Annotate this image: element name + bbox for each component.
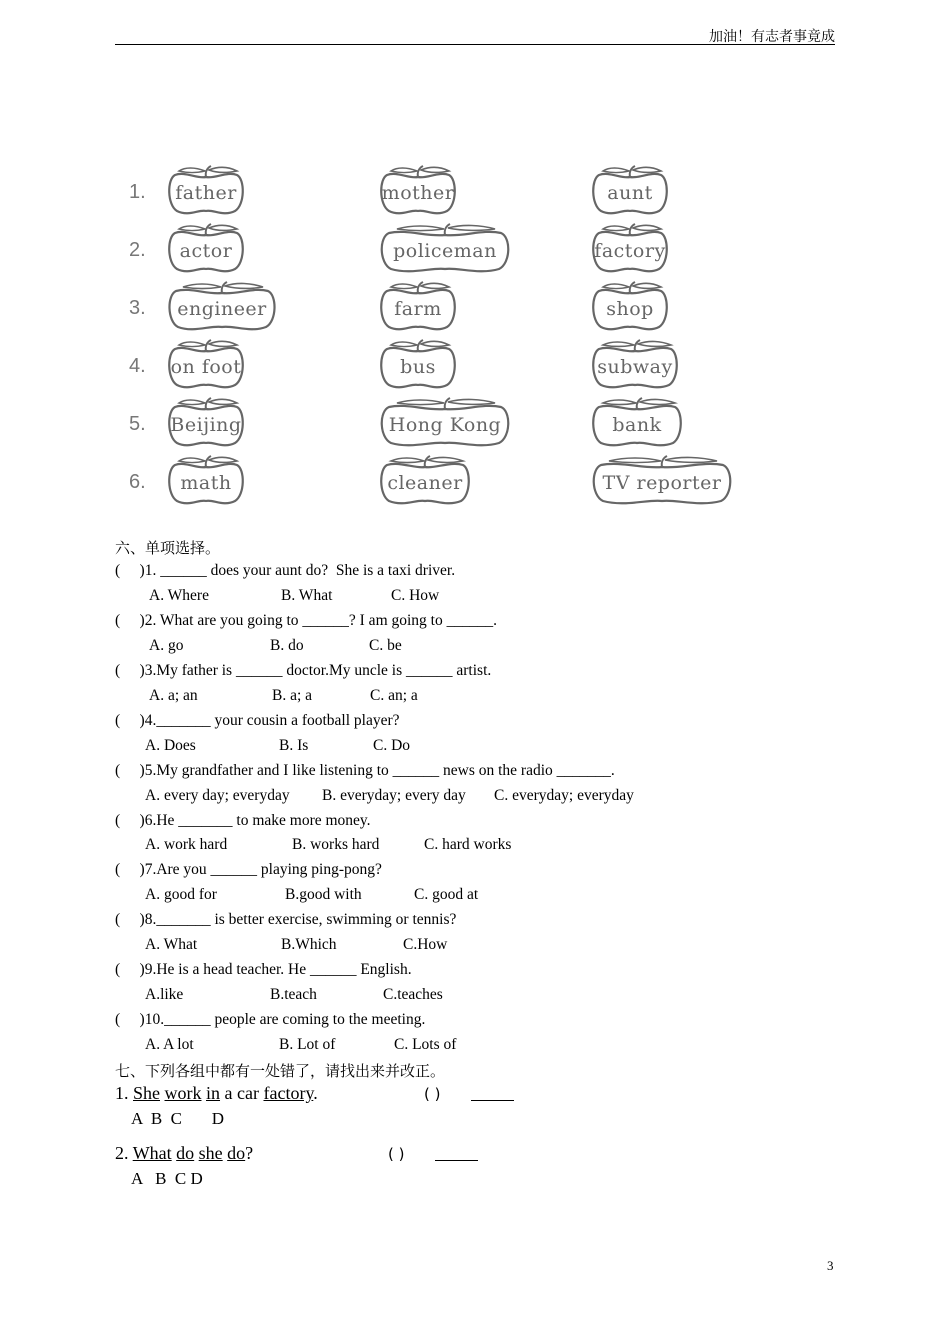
option-a: A. every day; everyday bbox=[145, 787, 290, 804]
apple-word-text: Hong Kong bbox=[388, 414, 502, 436]
option-c: C. Do bbox=[373, 737, 411, 754]
option-b: B. Is bbox=[279, 737, 309, 754]
underlined-word-a: She bbox=[133, 1083, 160, 1103]
option-a: A. Where bbox=[149, 587, 209, 604]
question-stem: ( )3.My father is ______ doctor.My uncle is ______ artist. bbox=[115, 662, 492, 679]
apple-word bbox=[165, 281, 279, 335]
row-number: 1. bbox=[129, 181, 146, 203]
apple-row bbox=[115, 281, 755, 335]
sentence-end: . bbox=[313, 1083, 318, 1103]
apple-word bbox=[589, 165, 671, 219]
apple-word bbox=[165, 223, 247, 277]
apple-word-text: bus bbox=[400, 356, 436, 378]
option-b: B. Lot of bbox=[279, 1036, 336, 1053]
apple-word bbox=[377, 281, 459, 335]
apple-word-text: subway bbox=[597, 356, 673, 378]
answer-paren: ( ) bbox=[424, 1085, 441, 1103]
row-number: 6. bbox=[129, 471, 146, 493]
apple-word-text: shop bbox=[606, 298, 654, 320]
underlined-word-c: in bbox=[206, 1083, 221, 1103]
apple-word bbox=[377, 339, 459, 393]
option-c: C. be bbox=[369, 637, 402, 654]
choice-letters: A B C D bbox=[131, 1169, 203, 1188]
header-motto: 加油！有志者事竟成 bbox=[709, 29, 835, 45]
option-b: B.teach bbox=[270, 986, 317, 1003]
option-c: C.teaches bbox=[383, 986, 443, 1003]
apple-word-text: Beijing bbox=[170, 414, 242, 436]
option-a: A. Does bbox=[145, 737, 196, 754]
apple-word-text: mother bbox=[381, 182, 455, 204]
apple-word bbox=[589, 397, 685, 451]
apple-row bbox=[115, 397, 755, 451]
answer-paren: ( ) bbox=[388, 1145, 405, 1163]
underlined-word-d: factory bbox=[263, 1083, 314, 1103]
question-stem: ( )7.Are you ______ playing ping-pong? bbox=[115, 861, 382, 878]
apple-word-text: factory bbox=[594, 240, 666, 262]
option-b: B.Which bbox=[281, 936, 337, 953]
row-number: 2. bbox=[129, 239, 146, 261]
error-sentence bbox=[115, 1143, 253, 1164]
error-sentence bbox=[115, 1083, 318, 1104]
apple-word-text: cleaner bbox=[387, 472, 463, 494]
apple-word bbox=[165, 165, 247, 219]
row-number: 5. bbox=[129, 413, 146, 435]
apple-word bbox=[165, 397, 247, 451]
apple-row bbox=[115, 455, 755, 509]
apple-word-text: bank bbox=[612, 414, 662, 436]
apple-word-grid bbox=[115, 160, 755, 510]
apple-word-text: on foot bbox=[170, 356, 242, 378]
option-a: A. What bbox=[145, 936, 198, 953]
apple-word bbox=[165, 455, 247, 509]
option-c: C. hard works bbox=[424, 836, 512, 853]
question-stem: ( )4._______ your cousin a football player? bbox=[115, 712, 400, 729]
apple-word-text: actor bbox=[179, 240, 233, 262]
row-number: 3. bbox=[129, 297, 146, 319]
question-stem: ( )6.He _______ to make more money. bbox=[115, 812, 371, 829]
underlined-word-b: do bbox=[176, 1143, 195, 1163]
option-c: C. How bbox=[391, 587, 440, 604]
apple-word-text: TV reporter bbox=[602, 472, 722, 494]
option-a: A. a; an bbox=[149, 687, 198, 704]
apple-word-text: engineer bbox=[177, 298, 267, 320]
apple-row bbox=[115, 339, 755, 393]
option-a: A. go bbox=[149, 637, 184, 654]
section-six-title: 六、单项选择。 bbox=[115, 539, 221, 557]
underlined-word-a: What bbox=[132, 1143, 172, 1163]
choice-letters: A B C D bbox=[131, 1109, 225, 1128]
apple-row bbox=[115, 223, 755, 277]
option-c: C. an; a bbox=[370, 687, 418, 704]
page-header bbox=[115, 24, 835, 45]
option-c: C. everyday; everyday bbox=[494, 787, 634, 804]
apple-word bbox=[165, 339, 247, 393]
option-b: B. What bbox=[281, 587, 333, 604]
question-stem: ( )9.He is a head teacher. He ______ English. bbox=[115, 961, 412, 978]
question-stem: ( )10.______ people are coming to the meeting. bbox=[115, 1011, 426, 1028]
page-number: 3 bbox=[827, 1258, 834, 1273]
apple-word bbox=[377, 397, 513, 451]
question-stem: ( )5.My grandfather and I like listening to ______ news on the radio _______. bbox=[115, 762, 615, 779]
option-c: C.How bbox=[403, 936, 448, 953]
question-stem: ( )1. ______ does your aunt do? She is a taxi driver. bbox=[115, 562, 456, 579]
apple-word-text: aunt bbox=[607, 182, 653, 204]
question-stem: ( )8._______ is better exercise, swimming or tennis? bbox=[115, 911, 457, 928]
option-b: B. a; a bbox=[272, 687, 313, 704]
apple-word bbox=[377, 455, 473, 509]
apple-word bbox=[589, 339, 681, 393]
underlined-word-d: do bbox=[227, 1143, 246, 1163]
row-number: 4. bbox=[129, 355, 146, 377]
apple-word-text: policeman bbox=[393, 240, 497, 262]
sentence-end: ? bbox=[245, 1143, 254, 1163]
apple-word bbox=[589, 455, 735, 509]
underlined-word-b: work bbox=[164, 1083, 202, 1103]
option-a: A. work hard bbox=[145, 836, 228, 853]
option-b: B. works hard bbox=[292, 836, 380, 853]
plain-words: a car bbox=[224, 1083, 259, 1103]
apple-word-text: math bbox=[180, 472, 232, 494]
apple-word-text: farm bbox=[394, 298, 442, 320]
apple-word bbox=[377, 165, 459, 219]
underlined-word-c: she bbox=[198, 1143, 223, 1163]
option-a: A. A lot bbox=[145, 1036, 194, 1053]
item-number: 2. bbox=[115, 1143, 129, 1163]
option-b: B. everyday; every day bbox=[322, 787, 466, 804]
section-seven-title: 七、下列各组中都有一处错了，请找出来并改正。 bbox=[115, 1062, 446, 1080]
option-c: C. good at bbox=[414, 886, 479, 903]
apple-word bbox=[589, 281, 671, 335]
option-a: A.like bbox=[145, 986, 184, 1003]
item-number: 1. bbox=[115, 1083, 129, 1103]
option-b: B.good with bbox=[285, 886, 362, 903]
option-a: A. good for bbox=[145, 886, 217, 903]
apple-word-text: father bbox=[175, 182, 237, 204]
correction-blank[interactable] bbox=[435, 1160, 478, 1161]
option-c: C. Lots of bbox=[394, 1036, 457, 1053]
apple-row bbox=[115, 165, 755, 219]
question-stem: ( )2. What are you going to ______? I am going to ______. bbox=[115, 612, 497, 629]
correction-blank[interactable] bbox=[471, 1100, 514, 1101]
apple-word bbox=[589, 223, 671, 277]
apple-word bbox=[377, 223, 513, 277]
option-b: B. do bbox=[270, 637, 304, 654]
